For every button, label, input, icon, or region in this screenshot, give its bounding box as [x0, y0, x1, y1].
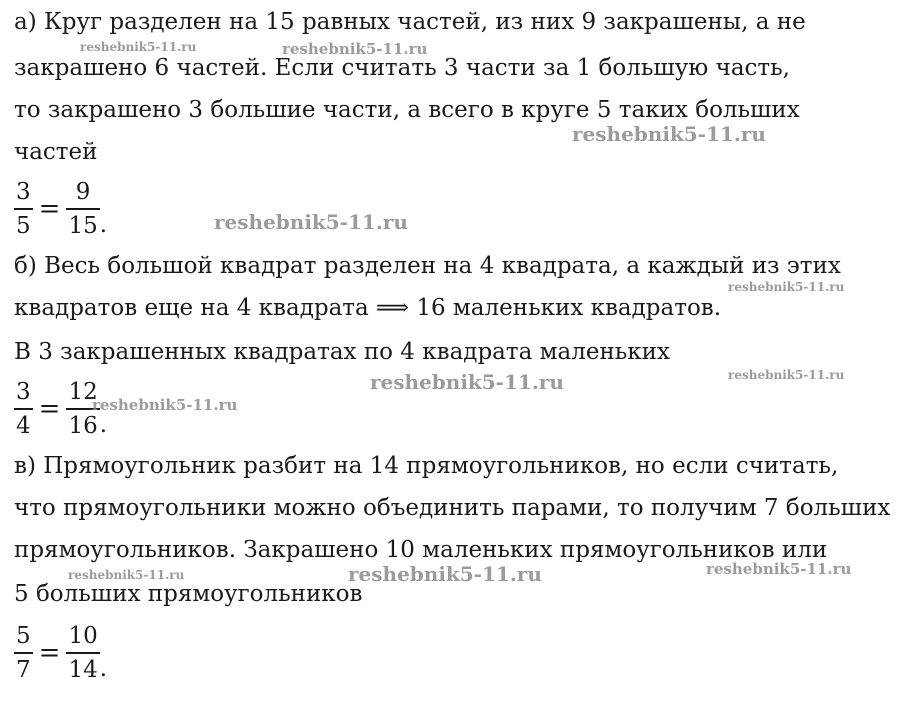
fraction-equation-a — [14, 176, 107, 242]
denominator: 4 — [16, 413, 31, 439]
text-line-a3: то закрашено 3 большие части, а всего в круге 5 таких больших — [14, 97, 800, 123]
fraction-10-14 — [66, 623, 99, 683]
fraction-bar — [14, 652, 33, 654]
denominator: 16 — [68, 413, 98, 439]
denominator: 15 — [68, 213, 98, 239]
watermark: reshebnik5-11.ru — [68, 568, 185, 582]
watermark: reshebnik5-11.ru — [706, 560, 852, 578]
equals-sign: = — [38, 194, 61, 224]
period: . — [99, 656, 108, 682]
numerator: 5 — [16, 623, 31, 649]
fraction-3-5 — [14, 179, 33, 239]
watermark: reshebnik5-11.ru — [282, 40, 428, 58]
fraction-9-15 — [66, 179, 99, 239]
denominator: 5 — [16, 213, 31, 239]
numerator: 12 — [68, 379, 98, 405]
denominator: 14 — [68, 657, 98, 683]
text-line-c1: в) Прямоугольник разбит на 14 прямоугольников, но если считать, — [14, 453, 839, 479]
watermark: reshebnik5-11.ru — [370, 370, 564, 394]
text-line-b1: б) Весь большой квадрат разделен на 4 квадрата, а каждый из этих — [14, 253, 841, 279]
watermark: reshebnik5-11.ru — [728, 368, 845, 382]
watermark: reshebnik5-11.ru — [214, 210, 408, 234]
fraction-bar — [14, 408, 33, 410]
numerator: 3 — [16, 179, 31, 205]
text-line-c3: прямоугольников. Закрашено 10 маленьких прямоугольников или — [14, 537, 828, 563]
text-line-c4: 5 больших прямоугольников — [14, 581, 363, 607]
equals-sign: = — [38, 638, 61, 668]
fraction-bar — [14, 208, 33, 210]
fraction-equation-c — [14, 620, 107, 686]
equals-sign: = — [38, 394, 61, 424]
fraction-bar — [66, 208, 99, 210]
text-line-b2: квадратов еще на 4 квадрата ⟹ 16 маленьких квадратов. — [14, 295, 722, 321]
fraction-5-7 — [14, 623, 33, 683]
text-line-c2: что прямоугольники можно объединить парами, то получим 7 больших — [14, 495, 891, 521]
text-line-a4: частей — [14, 139, 98, 165]
fraction-bar — [66, 652, 99, 654]
watermark: reshebnik5-11.ru — [572, 122, 766, 146]
period: . — [99, 412, 108, 438]
denominator: 7 — [16, 657, 31, 683]
numerator: 9 — [75, 179, 91, 205]
numerator: 3 — [16, 379, 31, 405]
watermark: reshebnik5-11.ru — [80, 40, 197, 54]
watermark: reshebnik5-11.ru — [348, 562, 542, 586]
watermark: reshebnik5-11.ru — [92, 396, 238, 414]
text-line-a2: закрашено 6 частей. Если считать 3 части за 1 большую часть, — [14, 55, 790, 81]
watermark: reshebnik5-11.ru — [728, 280, 845, 294]
fraction-3-4 — [14, 379, 33, 439]
period: . — [99, 212, 108, 238]
text-line-a1: а) Круг разделен на 15 равных частей, из них 9 закрашены, а не — [14, 9, 806, 35]
text-line-b3: В 3 закрашенных квадратах по 4 квадрата маленьких — [14, 339, 670, 365]
numerator: 10 — [68, 623, 98, 649]
